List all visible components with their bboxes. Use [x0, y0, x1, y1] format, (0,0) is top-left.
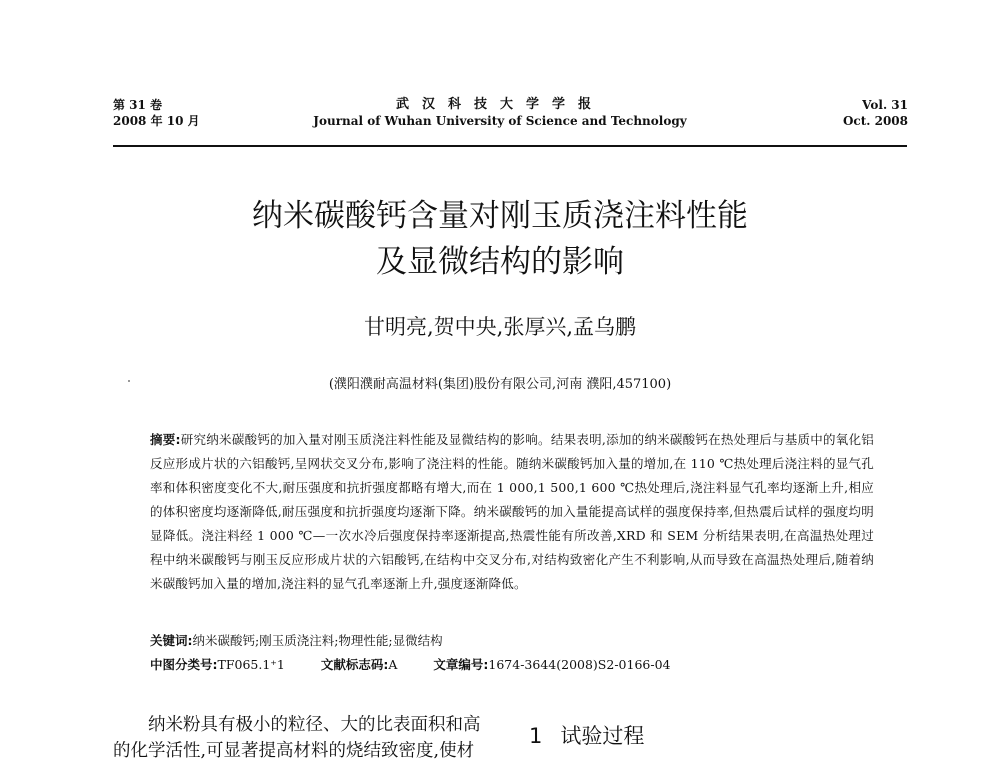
- author-list: 甘明亮,贺中央,张厚兴,孟乌鹏: [363, 315, 637, 339]
- section-title: 试验过程: [560, 724, 645, 748]
- clc-label: 中图分类号:: [150, 657, 218, 672]
- keywords-label: 关键词:: [150, 633, 193, 648]
- abstract-label: 摘要:: [150, 432, 181, 447]
- title-line-1: 纳米碳酸钙含量对刚玉质浇注料性能: [252, 198, 748, 234]
- abstract: [150, 428, 874, 596]
- affiliation: (濮阳濮耐高温材料(集团)股份有限公司,河南 濮阳,457100): [328, 377, 672, 392]
- header-rule: [113, 145, 907, 147]
- volume-label: 第 31 卷: [113, 98, 163, 112]
- scan-speck: [128, 380, 130, 382]
- body-line-2: 的化学活性,可显著提高材料的烧结致密度,使材: [113, 741, 475, 761]
- classification-line: [150, 655, 874, 675]
- body-column-left: [113, 712, 503, 764]
- volume-en: Vol. 31: [862, 98, 908, 112]
- body-line-1: 纳米粉具有极小的粒径、大的比表面积和高: [148, 715, 481, 735]
- header-center: [300, 97, 700, 129]
- header-left: [113, 97, 200, 129]
- article-id-label: 文章编号:: [433, 657, 489, 672]
- header-right: [843, 97, 908, 129]
- section-number: 1: [529, 724, 543, 748]
- keywords: [150, 631, 874, 651]
- article-id-value: 1674-3644(2008)S2-0166-04: [488, 657, 671, 672]
- issue-date-en: Oct. 2008: [842, 114, 908, 128]
- paper-title: [150, 193, 850, 285]
- clc-value: TF065.1⁺1: [217, 657, 285, 672]
- keywords-text: 纳米碳酸钙;刚玉质浇注料;物理性能;显微结构: [192, 633, 443, 648]
- abstract-text: 研究纳米碳酸钙的加入量对刚玉质浇注料性能及显微结构的影响。结果表明,添加的纳米碳酸钙在热处理后与基质中的氧化铝反应形成片状的六铝酸钙,呈网状交叉分布,影响了浇注料的性能。随纳米碳酸钙加入量的增加,在 110 ℃热处理后浇注料的显气孔率和体积密度变化不大,耐压强度和抗折强度都略有增大,而在 1 000,1 500,1 600 ℃热处理后,浇注料显气孔率均逐渐上升,相应的体积密度均逐渐降低,耐压强度和抗折强度均逐渐下降。纳米碳酸钙的加入量能提高试样的强度保持率,但热震后试样的强度均明显降低。浇注料经 1 000 ℃—一次水冷后强度保持率逐渐提高,热震性能有所改善,XRD 和 SEM 分析结果表明,在高温热处理过程中纳米碳酸钙与刚玉反应形成片状的六铝酸钙,在结构中交叉分布,对结构致密化产生不利影响,从而导致在高温热处理后,随着纳米碳酸钙加入量的增加,浇注料的显气孔率逐渐上升,强度逐渐降低。: [150, 432, 874, 591]
- issue-date-cn: 2008 年 10 月: [113, 114, 200, 128]
- section-heading: [529, 722, 644, 750]
- doc-code-value: A: [388, 657, 398, 672]
- journal-name-en: Journal of Wuhan University of Science and Technology: [313, 114, 687, 128]
- journal-name-cn: 武汉科技大学学报: [395, 97, 604, 112]
- title-line-2: 及显微结构的影响: [376, 244, 624, 280]
- doc-code-label: 文献标志码:: [320, 657, 389, 672]
